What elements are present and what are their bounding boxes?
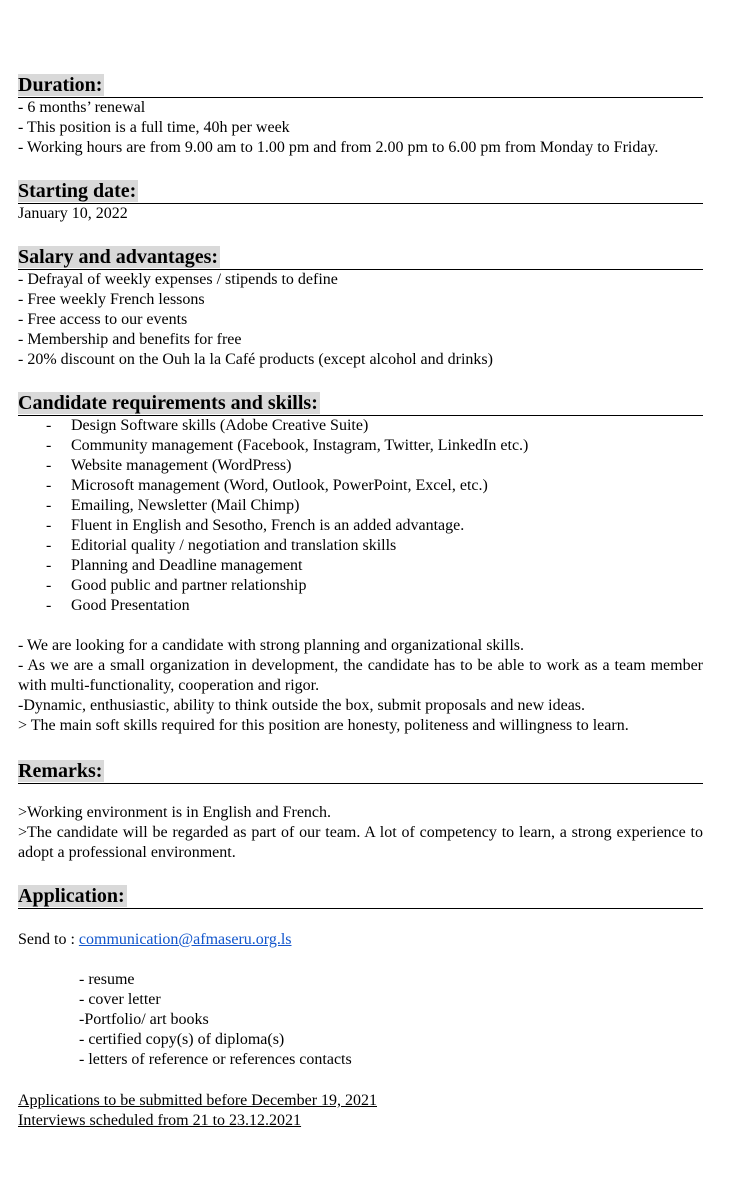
salary-item: - Defrayal of weekly expenses / stipends to define <box>18 271 338 288</box>
salary-item: - Free weekly French lessons <box>18 291 205 308</box>
bullet-dash: - <box>46 477 52 494</box>
requirements-paragraph: > The main soft skills required for this position are honesty, politeness and willingness to learn. <box>18 717 629 734</box>
requirement-item: - Design Software skills (Adobe Creative Suite) <box>46 417 369 434</box>
starting-date-value: January 10, 2022 <box>18 205 128 222</box>
duration-item: - Working hours are from 9.00 am to 1.00 pm and from 2.00 pm to 6.00 pm from Monday to Friday. <box>18 139 659 156</box>
requirement-item: - Emailing, Newsletter (Mail Chimp) <box>46 497 300 514</box>
document-item: - letters of reference or references contacts <box>79 1051 352 1068</box>
requirement-item: - Community management (Facebook, Instagram, Twitter, LinkedIn etc.) <box>46 437 529 454</box>
document-item: - cover letter <box>79 991 161 1008</box>
requirement-item: - Good public and partner relationship <box>46 577 307 594</box>
remarks-rule <box>18 783 703 784</box>
remarks-heading: Remarks: <box>18 760 103 782</box>
bullet-dash: - <box>46 557 52 574</box>
bullet-dash: - <box>46 457 52 474</box>
requirements-heading: Candidate requirements and skills: <box>18 392 318 414</box>
salary-item: - Membership and benefits for free <box>18 331 242 348</box>
requirements-paragraphs <box>18 636 703 736</box>
bullet-dash: - <box>46 497 52 514</box>
remarks-paragraph: >Working environment is in English and French. <box>18 804 332 821</box>
remarks-body <box>18 803 703 863</box>
email-link[interactable]: communication@afmaseru.org.ls <box>78 931 292 948</box>
duration-heading: Duration: <box>18 74 103 96</box>
salary-heading: Salary and advantages: <box>18 246 219 268</box>
requirements-paragraph: - As we are a small organization in development, the candidate has to be able to work as a team member with multi-functionality, cooperation and rigor. <box>18 657 703 694</box>
bullet-dash: - <box>46 417 52 434</box>
duration-section <box>18 74 703 158</box>
document-item: - certified copy(s) of diploma(s) <box>79 1031 285 1048</box>
bullet-dash: - <box>46 437 52 454</box>
document-item: - resume <box>79 971 135 988</box>
application-heading: Application: <box>18 885 125 907</box>
requirement-item: - Editorial quality / negotiation and translation skills <box>46 537 397 554</box>
application-send <box>18 930 703 950</box>
application-documents <box>18 970 703 1070</box>
document-item: -Portfolio/ art books <box>79 1011 209 1028</box>
requirement-item: - Good Presentation <box>46 597 190 614</box>
starting-date-section <box>18 180 703 224</box>
salary-section <box>18 246 703 370</box>
bullet-dash: - <box>46 577 52 594</box>
requirements-paragraph: - We are looking for a candidate with strong planning and organizational skills. <box>18 637 524 654</box>
salary-item: - 20% discount on the Ouh la la Café products (except alcohol and drinks) <box>18 351 493 368</box>
requirement-item: - Planning and Deadline management <box>46 557 303 574</box>
duration-item: - 6 months’ renewal <box>18 99 146 116</box>
bullet-dash: - <box>46 517 52 534</box>
application-section <box>18 885 703 909</box>
requirement-item: - Website management (WordPress) <box>46 457 292 474</box>
application-dates <box>18 1091 703 1131</box>
remarks-section <box>18 760 703 784</box>
requirement-item: - Microsoft management (Word, Outlook, PowerPoint, Excel, etc.) <box>46 477 488 494</box>
duration-item: - This position is a full time, 40h per week <box>18 119 290 136</box>
application-deadline: Applications to be submitted before December 19, 2021 <box>18 1092 378 1109</box>
application-rule <box>18 908 703 909</box>
salary-item: - Free access to our events <box>18 311 188 328</box>
requirements-paragraph: -Dynamic, enthusiastic, ability to think outside the box, submit proposals and new ideas. <box>18 697 586 714</box>
send-to-line <box>18 930 703 950</box>
bullet-dash: - <box>46 597 52 614</box>
bullet-dash: - <box>46 537 52 554</box>
requirements-section <box>18 392 703 616</box>
interview-dates: Interviews scheduled from 21 to 23.12.2021 <box>18 1112 302 1129</box>
requirement-item: - Fluent in English and Sesotho, French is an added advantage. <box>46 517 465 534</box>
send-to-label: Send to : <box>18 931 79 948</box>
remarks-paragraph: >The candidate will be regarded as part of our team. A lot of competency to learn, a strong experience to adopt a professional environment. <box>18 824 703 861</box>
starting-date-heading: Starting date: <box>18 180 137 202</box>
